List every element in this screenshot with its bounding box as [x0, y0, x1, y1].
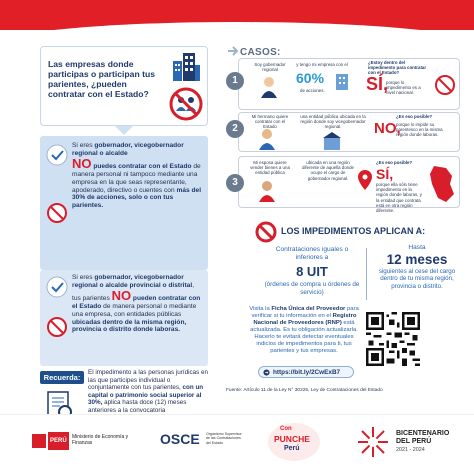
relatives-card-text: Si eres gobernador, vicegobernador regional o alcalde provincial o distrital, tus parientes NO pueden contratar con el Estado de manera personal o mediante una empresa, con entidades públicas ubicadas dentro de la misma región, provincia o distrito donde laboras. — [72, 274, 201, 334]
footer-logos — [0, 414, 474, 467]
case-3-answer: porque ella sólo tiene impedimento en la región donde laboras, y la entidad que contrata está en otra región diferente. — [376, 182, 422, 214]
prohibited-icon — [434, 74, 456, 96]
qr-code[interactable] — [366, 312, 420, 366]
no-icon — [46, 316, 68, 338]
case-1-text-2: y tengo mi empresa con el — [296, 62, 348, 67]
link-icon — [263, 369, 270, 376]
punche-word-1: Con — [280, 426, 292, 432]
case-2-text-1: Mi hermano quiere contratar con el Estado — [251, 114, 289, 130]
osce-logo: OSCE — [160, 431, 200, 447]
case-1-answer: porque lo impedimento es a nivel nacional. — [386, 80, 421, 96]
case-1-number: 1 — [226, 72, 244, 90]
peru-shield-logo — [32, 434, 46, 448]
del-peru-label: DEL PERÚ — [396, 438, 432, 445]
short-link[interactable] — [258, 366, 354, 378]
relatives-card — [40, 270, 208, 366]
check-icon — [46, 276, 68, 298]
reminder-badge: Recuerda: — [40, 371, 84, 384]
cases-title: CASOS: — [240, 47, 281, 58]
short-link-text: https://bit.ly/2CwExB7 — [273, 369, 341, 376]
impediments-header — [255, 221, 465, 243]
months-value: 12 meses — [386, 252, 448, 267]
peru-map-icon — [428, 164, 456, 204]
case-2-answer: porque lo impide su parentesco en la misma región donde laboras. — [396, 122, 443, 138]
person-icon — [258, 128, 276, 150]
building-icon — [332, 70, 352, 90]
no-people-icon — [169, 87, 203, 121]
uit-subtext: (órdenes de compra u órdenes de servicio) — [264, 281, 360, 296]
impediments-title: LOS IMPEDIMENTOS APLICAN A: — [281, 226, 426, 236]
case-1-answer-yes: SÍ, — [366, 74, 389, 94]
months-subtext: siguientes al cese del cargo dentro de tu misma región, provincia o distrito. — [378, 268, 456, 290]
case-3-text-1: Mi esposa quiere vender bienes a una entidad pública — [250, 160, 290, 176]
intro-card — [40, 46, 208, 126]
case-2-text-2: una entidad pública ubicada en la región donde soy vicegobernador regional. — [300, 114, 366, 130]
ministry-label: Ministerio de Economía y Finanzas — [72, 434, 129, 446]
prohibited-icon — [255, 221, 277, 243]
case-2-question: ¿Es eso posible? — [396, 114, 433, 119]
case-2-number: 2 — [226, 120, 244, 138]
case-3-text-2: ubicada en una región diferente de aquella donde ocupo el cargo de gobernador regional. — [302, 160, 354, 181]
case-3-question: ¿Es eso posible? — [376, 160, 413, 165]
case-1-percent: 60% — [296, 70, 325, 86]
divider — [366, 248, 367, 300]
building-icon — [322, 132, 342, 150]
chevron-down-icon — [115, 126, 133, 136]
bicentenario-label: BICENTENARIO — [396, 430, 450, 437]
bicentenario-years: 2021 - 2024 — [396, 447, 425, 453]
no-icon — [46, 202, 68, 224]
governor-card — [40, 136, 208, 270]
map-pin-icon — [358, 170, 372, 190]
uit-label: Contrataciones iguales o inferiores a — [275, 246, 349, 261]
punche-word-3: Perú — [284, 445, 300, 452]
arrow-icon — [226, 44, 240, 58]
person-icon — [260, 76, 278, 98]
case-1-text-1: Soy gobernador regional — [254, 62, 286, 73]
person-icon — [258, 180, 276, 202]
punche-word-2: PUNCHE — [274, 434, 310, 444]
reminder-text: El impedimento a las personas jurídicas en las que participes individual o conjuntamente con tus parientes, con un capital o patrimonio social superior al 30%, aplica hasta doce (12) meses anteriores a la convocatoria — [88, 369, 209, 414]
building-icon — [171, 51, 201, 83]
registry-text: Visita la Ficha Única del Proveedor para verificar si tu información en el Registro Nacional de Proveedores (RNP) está actualizada. Es tu obligación actualizarla. Hacerlo te evitará detectar eventuales indicios de impedimentos para ti, tus parientes y tus empresas. — [249, 306, 359, 354]
case-3-answer-yes: SÍ, — [376, 166, 394, 182]
intro-title: Las empresas donde participas o participan tus parientes, ¿pueden contratar con el Estado? — [48, 59, 155, 99]
bicentenario-logo — [356, 425, 390, 459]
osce-subtitle: Organismo Supervisor de las Contrataciones del Estado — [206, 432, 242, 445]
case-2-answer-no: NO, — [374, 120, 401, 137]
check-icon — [46, 144, 68, 166]
peru-label: PERÚ — [48, 432, 69, 450]
source-note: Fuente: Artículo 11 de la Ley N° 30225, Ley de Contrataciones del Estado — [226, 388, 383, 393]
uit-value: 8 UIT — [296, 264, 328, 279]
left-column — [40, 46, 209, 414]
governor-card-text: Si eres gobernador, vicegobernador regional o alcalde NO puedes contratar con el Estado de manera personal ni tampoco mediante una empresa en la que seas representante, apoderado, directivo o cuentes con más del 30% de acciones, solo o con tus parientes. — [72, 142, 202, 210]
case-1-question: ¿Estoy dentro del impedimento para contratar con el Estado? — [368, 60, 427, 76]
case-1-text-3: de acciones. — [300, 88, 325, 93]
case-3-number: 3 — [226, 174, 244, 192]
months-label: Hasta — [408, 244, 426, 251]
